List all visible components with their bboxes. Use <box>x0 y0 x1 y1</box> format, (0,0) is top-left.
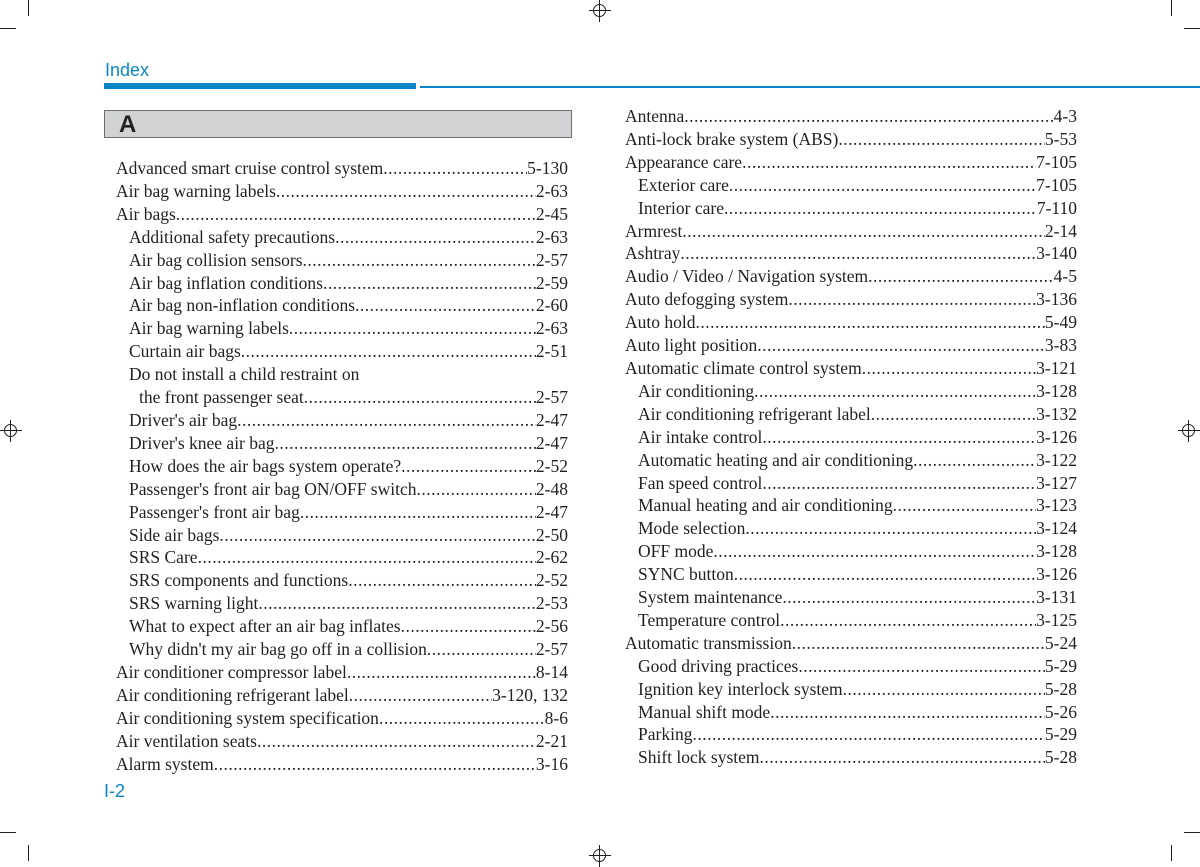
index-entry-page: 3-121 <box>1036 357 1077 378</box>
index-entry-text: Mode selection <box>638 518 746 539</box>
index-entry <box>116 249 568 272</box>
index-entry-page: 2-57 <box>535 387 568 408</box>
dot-leader <box>782 586 1036 609</box>
index-entry-text: Automatic transmission <box>625 632 792 653</box>
dot-leader <box>893 494 1037 517</box>
index-entry-page: 3-128 <box>1036 541 1077 562</box>
index-entry <box>116 753 568 776</box>
index-entry-text: Armrest <box>625 220 683 241</box>
index-entry-page: 2-51 <box>535 341 568 362</box>
index-entry <box>116 317 568 340</box>
index-entry <box>625 151 1077 174</box>
index-entry-text: Parking <box>638 724 693 745</box>
index-entry-text: Shift lock system <box>638 747 760 768</box>
index-entry-text: Driver's air bag <box>129 409 238 430</box>
index-entry-text: Air bag non-inflation conditions <box>129 295 356 316</box>
index-entry-page: 2-14 <box>1044 220 1077 241</box>
dot-leader <box>323 272 536 295</box>
index-entry-page: 2-47 <box>535 409 568 430</box>
index-entry <box>116 340 568 363</box>
index-entry <box>116 661 568 684</box>
index-entry-text: Passenger's front air bag ON/OFF switch <box>129 478 417 499</box>
index-entry-text: Manual heating and air conditioning <box>638 495 893 516</box>
index-entry-text: SRS warning light <box>129 593 259 614</box>
dot-leader <box>692 723 1044 746</box>
dot-leader <box>241 340 536 363</box>
index-entry <box>625 357 1077 380</box>
index-entry-page: 2-60 <box>535 295 568 316</box>
index-entry <box>116 455 568 478</box>
dot-leader <box>724 197 1037 220</box>
header-rule-thick <box>104 83 416 89</box>
index-entry-text: Air conditioning refrigerant label <box>116 684 349 705</box>
index-entry-page: 2-48 <box>535 478 568 499</box>
index-entry-page: 3-132 <box>1036 403 1077 424</box>
index-entry-page: 2-45 <box>535 203 568 224</box>
dot-leader <box>868 265 1054 288</box>
index-entry <box>625 655 1077 678</box>
index-entry <box>116 363 568 386</box>
index-entry <box>116 638 568 661</box>
dot-leader <box>379 707 545 730</box>
index-entry-text: Exterior care <box>638 174 729 195</box>
index-entry <box>116 501 568 524</box>
index-entry-text: Auto defogging system <box>625 289 789 310</box>
index-entry <box>625 265 1077 288</box>
index-column-left <box>116 157 568 775</box>
index-entry <box>625 105 1077 128</box>
index-entry <box>625 540 1077 563</box>
index-entry-text: Air conditioning system specification <box>116 707 379 728</box>
index-entry <box>116 615 568 638</box>
index-entry-text: Automatic climate control system <box>625 357 862 378</box>
section-letter: A <box>119 111 137 138</box>
index-entry-text: Auto light position <box>625 335 758 356</box>
index-entry-page: 2-59 <box>535 272 568 293</box>
index-entry-page: 5-130 <box>527 158 568 178</box>
index-entry-page: 3-131 <box>1036 587 1077 608</box>
index-entry <box>625 723 1077 746</box>
index-entry <box>116 707 568 730</box>
index-entry-text: OFF mode <box>638 541 714 562</box>
registration-mark <box>589 0 611 22</box>
index-entry-page: 7-105 <box>1036 151 1077 172</box>
crop-mark <box>1171 845 1172 861</box>
index-entry-text: Temperature control <box>638 609 781 630</box>
index-entry <box>625 494 1077 517</box>
index-entry-text: Air bag warning labels <box>116 180 276 201</box>
dot-leader <box>198 546 536 569</box>
index-entry-text: Why didn't my air bag go off in a collision <box>129 639 427 660</box>
index-entry <box>625 174 1077 197</box>
index-entry-page: 3-122 <box>1036 449 1077 470</box>
index-entry-text: Antenna <box>625 106 685 126</box>
dot-leader <box>335 226 536 249</box>
crop-mark <box>1184 832 1200 833</box>
index-entry <box>625 632 1077 655</box>
index-entry-page: 8-14 <box>535 661 568 682</box>
dot-leader <box>754 380 1036 403</box>
index-entry-page: 3-128 <box>1036 380 1077 401</box>
index-entry <box>116 272 568 295</box>
index-entry-page: 2-21 <box>535 730 568 751</box>
dot-leader <box>742 151 1036 174</box>
dot-leader <box>258 592 536 615</box>
dot-leader <box>347 661 536 684</box>
index-entry-page: 5-24 <box>1044 632 1077 653</box>
dot-leader <box>680 242 1036 265</box>
dot-leader <box>237 409 536 432</box>
index-entry-page: 2-56 <box>535 616 568 637</box>
index-entry-page: 5-29 <box>1044 724 1077 745</box>
index-entry <box>116 478 568 501</box>
index-entry-page: 3-136 <box>1036 289 1077 310</box>
page-number: I-2 <box>104 781 126 801</box>
dot-leader <box>757 334 1045 357</box>
index-entry <box>625 678 1077 701</box>
index-entry <box>625 449 1077 472</box>
index-entry <box>116 546 568 569</box>
index-entry <box>625 311 1077 334</box>
index-entry-text: What to expect after an air bag inflates <box>129 616 401 637</box>
index-entry-page: 2-50 <box>535 524 568 545</box>
index-entry-page: 5-53 <box>1044 128 1077 149</box>
index-entry-text: SYNC button <box>638 564 734 585</box>
dot-leader <box>770 701 1045 724</box>
index-entry <box>625 197 1077 220</box>
index-entry-page: 2-63 <box>535 226 568 247</box>
index-entry <box>625 586 1077 609</box>
index-entry-text: Air intake control <box>638 426 763 447</box>
index-entry-page: 2-52 <box>535 455 568 476</box>
dot-leader <box>745 517 1036 540</box>
crop-mark <box>1171 0 1172 16</box>
registration-mark <box>589 845 611 867</box>
dot-leader <box>289 317 536 340</box>
index-entry-page: 2-63 <box>535 318 568 339</box>
index-entry <box>625 334 1077 357</box>
registration-mark <box>1178 420 1200 442</box>
index-entry-text: Air bags <box>116 203 176 224</box>
dot-leader <box>257 730 536 753</box>
index-entry-text: Driver's knee air bag <box>129 432 275 453</box>
index-entry-page: 3-83 <box>1044 335 1077 356</box>
dot-leader <box>913 449 1036 472</box>
index-entry-page: 7-110 <box>1036 197 1077 218</box>
dot-leader <box>684 105 1053 128</box>
index-entry-page: 3-127 <box>1036 472 1077 493</box>
dot-leader <box>843 678 1045 701</box>
index-entry-page: 2-52 <box>535 570 568 591</box>
index-entry-text: Alarm system <box>116 753 214 774</box>
index-entry-text: System maintenance <box>638 587 783 608</box>
index-entry <box>116 730 568 753</box>
dot-leader <box>762 426 1036 449</box>
index-entry <box>116 592 568 615</box>
crop-mark <box>0 832 16 833</box>
index-entry-text: SRS components and functions <box>129 570 349 591</box>
dot-leader <box>219 524 536 547</box>
index-entry-text: Air conditioner compressor label <box>116 661 347 682</box>
index-entry <box>116 157 568 180</box>
dot-leader <box>214 753 536 776</box>
index-entry-page: 8-6 <box>544 707 568 728</box>
dot-leader <box>355 294 536 317</box>
dot-leader <box>762 472 1036 495</box>
index-entry-page: 2-53 <box>535 593 568 614</box>
dot-leader <box>276 180 536 203</box>
index-entry-text: Ignition key interlock system <box>638 678 843 699</box>
index-entry-text: Air bag inflation conditions <box>129 272 323 293</box>
index-entry-page: 2-47 <box>535 501 568 522</box>
index-entry-text: Advanced smart cruise control system <box>116 158 384 178</box>
index-entry-page: 3-16 <box>535 753 568 774</box>
index-entry-text: SRS Care <box>129 547 198 568</box>
index-entry-page: 3-120, 132 <box>492 684 568 705</box>
crop-mark <box>28 845 29 861</box>
index-entry <box>116 569 568 592</box>
index-entry-page: 3-126 <box>1036 426 1077 447</box>
index-entry-page: 4-3 <box>1053 106 1077 126</box>
index-entry-text: Air bag collision sensors <box>129 249 303 270</box>
index-entry-text: Side air bags <box>129 524 220 545</box>
registration-mark <box>0 420 22 442</box>
index-entry-text: Air ventilation seats <box>116 730 257 751</box>
index-entry-page: 2-57 <box>535 249 568 270</box>
dot-leader <box>682 220 1045 243</box>
index-entry <box>116 684 568 707</box>
index-entry <box>116 409 568 432</box>
index-entry <box>625 472 1077 495</box>
dot-leader <box>696 311 1045 334</box>
index-entry-text: Ashtray <box>625 243 681 264</box>
index-entry-page: 5-28 <box>1044 747 1077 768</box>
index-entry-page: 3-124 <box>1036 518 1077 539</box>
index-column-right <box>625 105 1077 769</box>
dot-leader <box>871 403 1036 426</box>
index-entry <box>116 294 568 317</box>
index-entry-text: Air conditioning refrigerant label <box>638 403 871 424</box>
index-entry-text: Anti-lock brake system (ABS) <box>625 128 839 149</box>
index-entry <box>116 432 568 455</box>
index-entry-text: Curtain air bags <box>129 341 241 362</box>
index-entry <box>625 288 1077 311</box>
index-entry <box>116 203 568 226</box>
index-entry-text: Manual shift mode <box>638 701 771 722</box>
index-entry <box>116 524 568 547</box>
index-entry-text: Do not install a child restraint on <box>129 364 360 385</box>
index-entry-page: 2-57 <box>535 639 568 660</box>
index-entry <box>116 386 568 409</box>
dot-leader <box>760 746 1045 769</box>
index-entry <box>116 180 568 203</box>
dot-leader <box>792 632 1045 655</box>
dot-leader <box>303 249 536 272</box>
index-entry-page: 7-105 <box>1036 174 1077 195</box>
index-entry-page: 5-29 <box>1044 655 1077 676</box>
dot-leader <box>788 288 1036 311</box>
dot-leader <box>862 357 1036 380</box>
dot-leader <box>734 563 1036 586</box>
dot-leader <box>729 174 1036 197</box>
dot-leader <box>417 478 536 501</box>
index-entry-page: 5-28 <box>1044 678 1077 699</box>
index-entry <box>625 701 1077 724</box>
index-entry <box>625 220 1077 243</box>
dot-leader <box>176 203 536 226</box>
dot-leader <box>713 540 1036 563</box>
index-entry-text: Appearance care <box>625 151 743 172</box>
index-entry-text: the front passenger seat <box>139 387 304 408</box>
index-entry-page: 3-140 <box>1036 243 1077 264</box>
dot-leader <box>401 615 536 638</box>
dot-leader <box>798 655 1045 678</box>
crop-mark <box>0 28 16 29</box>
index-entry <box>116 226 568 249</box>
index-entry <box>625 380 1077 403</box>
index-entry-page: 2-63 <box>535 180 568 201</box>
index-entry-text: Air bag warning labels <box>129 318 289 339</box>
dot-leader <box>780 609 1036 632</box>
dot-leader <box>304 386 536 409</box>
index-entry <box>625 242 1077 265</box>
index-entry-text: Good driving practices <box>638 655 799 676</box>
dot-leader <box>349 684 492 707</box>
index-entry <box>625 403 1077 426</box>
index-entry <box>625 517 1077 540</box>
index-entry-page: 2-62 <box>535 547 568 568</box>
dot-leader <box>838 128 1045 151</box>
index-entry-text: Auto hold <box>625 312 696 333</box>
crop-mark <box>1184 28 1200 29</box>
index-entry-page: 4-5 <box>1053 266 1077 287</box>
index-entry-page: 3-123 <box>1036 495 1077 516</box>
page-header-title: Index <box>105 60 150 80</box>
dot-leader <box>300 501 536 524</box>
index-entry-text: Additional safety precautions <box>129 226 336 247</box>
crop-mark <box>28 0 29 16</box>
index-entry-text: Interior care <box>638 197 724 218</box>
header-rule-thin <box>420 86 1200 88</box>
index-entry-page: 3-125 <box>1036 609 1077 630</box>
dot-leader <box>275 432 536 455</box>
index-entry-page: 3-126 <box>1036 564 1077 585</box>
index-entry-text: Air conditioning <box>638 380 755 401</box>
index-entry <box>625 609 1077 632</box>
index-entry-text: Passenger's front air bag <box>129 501 300 522</box>
index-entry <box>625 426 1077 449</box>
index-entry-text: How does the air bags system operate? <box>129 455 402 476</box>
dot-leader <box>383 157 527 180</box>
dot-leader <box>427 638 536 661</box>
index-entry-page: 5-49 <box>1044 312 1077 333</box>
index-entry-text: Audio / Video / Navigation system <box>625 266 869 287</box>
index-entry-page: 2-47 <box>535 432 568 453</box>
dot-leader <box>401 455 536 478</box>
index-entry-page: 5-26 <box>1044 701 1077 722</box>
index-entry <box>625 746 1077 769</box>
section-letter-box <box>104 110 572 138</box>
dot-leader <box>348 569 536 592</box>
index-entry <box>625 563 1077 586</box>
index-entry-text: Automatic heating and air conditioning <box>638 449 914 470</box>
index-entry-text: Fan speed control <box>638 472 763 493</box>
index-entry <box>625 128 1077 151</box>
